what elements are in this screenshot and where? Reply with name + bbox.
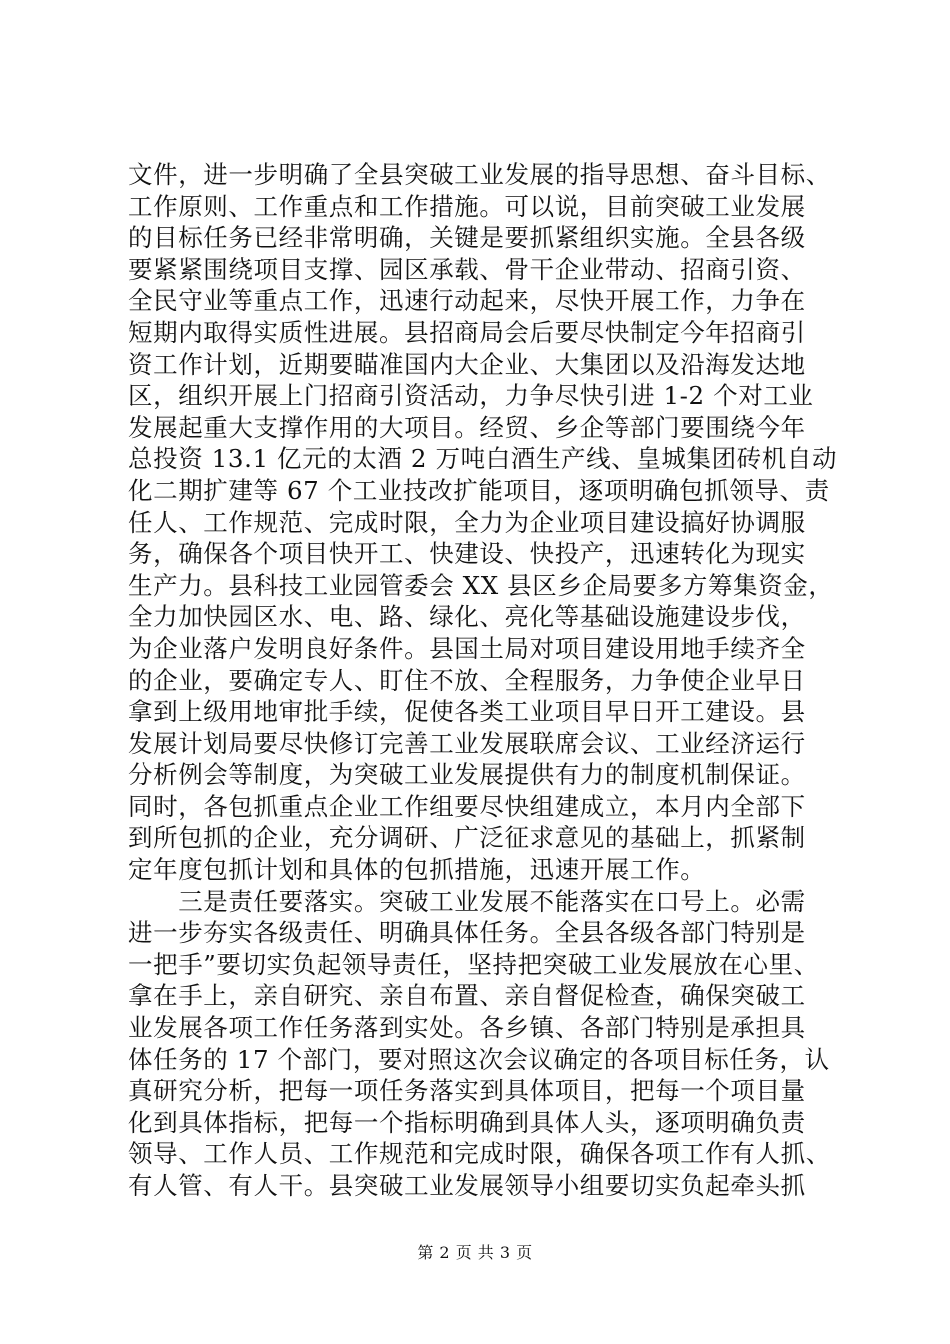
text-line: 文件，进一步明确了全县突破工业发展的指导思想、奋斗目标、 [128,160,831,189]
text-line: 发展起重大支撑作用的大项目。经贸、乡企等部门要围绕今年 [128,412,806,442]
body-text [128,159,838,1202]
text-line: 领导、工作人员、工作规范和完成时限，确保各项工作有人抓、 [128,1139,831,1169]
text-line: 要紧紧围绕项目支撑、园区承载、骨干企业带动、招商引资、 [128,254,806,284]
text-line: 拿在手上，亲自研究、亲自布置、亲自督促检查，确保突破工 [128,981,806,1011]
text-line: 三是责任要落实。突破工业发展不能落实在口号上。必需 [128,886,806,916]
text-line: 短期内取得实质性进展。县招商局会后要尽快制定今年招商引 [128,317,806,347]
text-line: 体任务的 17 个部门，要对照这次会议确定的各项目标任务，认 [128,1044,830,1074]
text-line: 到所包抓的企业，充分调研、广泛征求意见的基础上，抓紧制 [128,823,806,853]
text-line: 资工作计划，近期要瞄准国内大企业、大集团以及沿海发达地 [128,349,806,379]
text-line: 全民守业等重点工作，迅速行动起来，尽快开展工作，力争在 [128,286,806,316]
text-line: 务，确保各个项目快开工、快建设、快投产，迅速转化为现实 [128,539,806,569]
text-line: 定年度包抓计划和具体的包抓措施，迅速开展工作。 [128,855,706,885]
page-number-footer: 第 2 页 共 3 页 [417,1243,533,1262]
text-line: 发展计划局要尽快修订完善工业发展联席会议、工业经济运行 [128,728,806,758]
text-line: 工作原则、工作重点和工作措施。可以说，目前突破工业发展 [128,191,806,221]
text-line: 分析例会等制度，为突破工业发展提供有力的制度机制保证。 [128,760,806,790]
text-line: 为企业落户发明良好条件。县国土局对项目建设用地手续齐全 [128,633,806,663]
text-line: 业发展各项工作任务落到实处。各乡镇、各部门特别是承担具 [128,1013,806,1043]
text-line: 的企业，要确定专人、盯住不放、全程服务，力争使企业早日 [128,665,806,695]
text-line: 化二期扩建等 67 个工业技改扩能项目，逐项明确包抓领导、责 [128,475,830,505]
text-line: 的目标任务已经非常明确，关键是要抓紧组织实施。全县各级 [128,223,806,253]
text-line: 生产力。县科技工业园管委会 XX 县区乡企局要多方筹集资金， [128,570,834,600]
text-line: 区，组织开展上门招商引资活动，力争尽快引进 1-2 个对工业 [128,381,814,411]
text-line: 同时，各包抓重点企业工作组要尽快组建成立，本月内全部下 [128,791,806,821]
text-line: 有人管、有人干。县突破工业发展领导小组要切实负起牵头抓 [128,1171,806,1200]
text-line: 全力加快园区水、电、路、绿化、亮化等基础设施建设步伐， [128,602,806,632]
text-line: 一把手”要切实负起领导责任，坚持把突破工业发展放在心里、 [128,949,819,979]
text-line: 真研究分析，把每一项任务落实到具体项目，把每一个项目量 [128,1076,806,1106]
text-line: 总投资 13.1 亿元的太酒 2 万吨白酒生产线、皇城集团砖机自动 [128,444,838,474]
text-line: 进一步夯实各级责任、明确具体任务。全县各级各部门特别是 [128,918,806,948]
text-line: 拿到上级用地审批手续，促使各类工业项目早日开工建设。县 [128,697,806,727]
text-line: 任人、工作规范、完成时限，全力为企业项目建设搞好协调服 [128,507,806,537]
text-line: 化到具体指标，把每一个指标明确到具体人头，逐项明确负责 [128,1107,806,1137]
